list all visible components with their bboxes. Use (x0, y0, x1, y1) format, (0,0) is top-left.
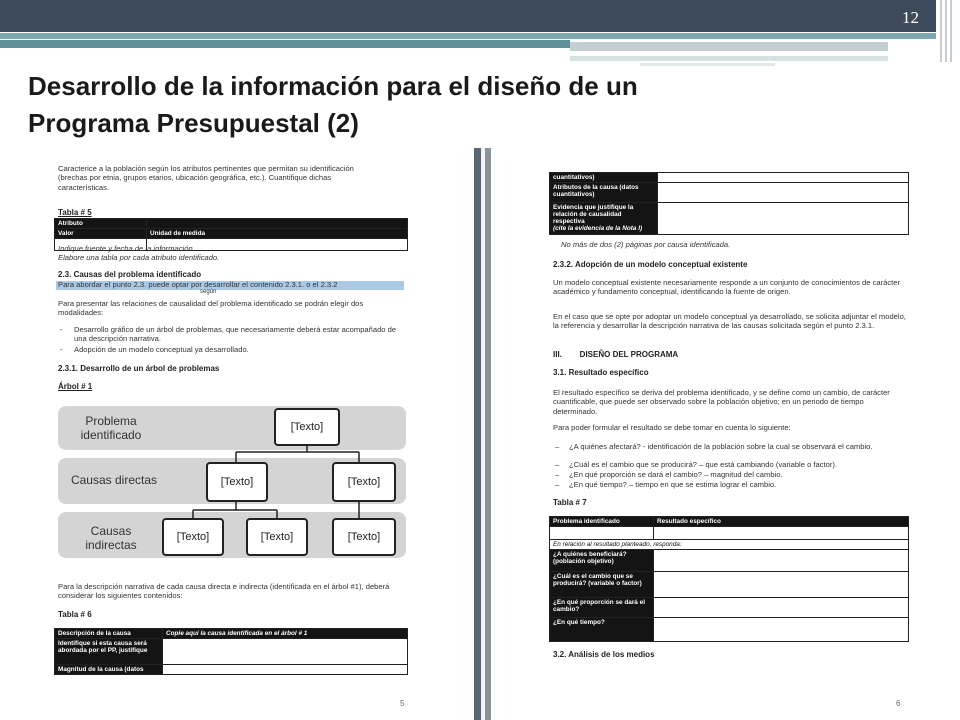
table-cell: Descripción de la causa (55, 629, 163, 639)
decor-line (940, 0, 942, 62)
section-heading: 3.1. Resultado específico (553, 368, 649, 377)
table-cell: Resultado específico (654, 517, 909, 527)
decor-stripe (0, 40, 570, 48)
cell-note: (cite la evidencia de la Nota I) (553, 225, 643, 232)
table-cell: Copie aquí la causa identificada en el árbol # 1 (163, 629, 408, 639)
table-cell (658, 183, 909, 203)
tree-label-direct: Causas directas (70, 473, 158, 487)
paragraph: En el caso que se opte por adoptar un modelo conceptual ya desarrollado, se solicita adjuntar el modelo, la referencia y desarrollar la descripción narrativa de las causas solicitada según el punto 2.3.1. (553, 312, 906, 331)
table-6 (54, 628, 408, 675)
tree-label-problem: Problema identificado (80, 414, 142, 442)
table-cell (654, 527, 909, 540)
table-cell (654, 598, 909, 618)
table-cell: ¿En qué proporción se dará el cambio? (550, 598, 654, 618)
table7-title: Tabla # 7 (553, 498, 587, 507)
title-line-1: Desarrollo de la información para el diseño de un (28, 71, 638, 101)
paragraph: Un modelo conceptual existente necesariamente responde a un conjunto de conocimientos de carácter académico y fundamento conceptual, identificando la fuente de origen. (553, 278, 900, 297)
note: No más de dos (2) páginas por causa identificada. (561, 240, 731, 249)
bullet-dash: - (60, 325, 63, 334)
table-cell (654, 550, 909, 572)
bullet-dash: – (555, 470, 560, 479)
bullet-item: ¿En qué proporción se dará el cambio? – magnitud del cambio. (569, 470, 783, 479)
intro-paragraph: Caracterice a la población según los atributos pertinentes que permitan su identificación (brechas por etnia, grupos etarios, ubicación geográfica, etc.). Cuantifique dichas características. (58, 164, 354, 192)
table-cell (654, 572, 909, 598)
book-spine (474, 148, 491, 720)
paragraph: Para presentar las relaciones de causalidad del problema identificado se podrán elegir dos modalidades: (58, 299, 364, 318)
paragraph: Para la descripción narrativa de cada causa directa e indirecta (identificada en el árbol #1), deberá considerar los siguientes contenidos: (58, 582, 390, 601)
bullet-item: Adopción de un modelo conceptual ya desarrollado. (74, 345, 249, 354)
section-heading: 2.3. Causas del problema identificado (58, 270, 202, 279)
tree-box-indirect-cause: [Texto] (162, 518, 224, 556)
table-cell (658, 203, 909, 235)
decor-stripe (570, 42, 888, 51)
bullet-dash: - (60, 345, 63, 354)
table6-title: Tabla # 6 (58, 610, 92, 619)
decor-line (945, 0, 947, 62)
bullet-dash: – (555, 460, 560, 469)
tree-label-indirect: Causas indirectas (85, 524, 137, 552)
table-cell (163, 639, 408, 665)
paragraph: Para poder formular el resultado se debe tomar en cuenta lo siguiente: (553, 423, 791, 432)
bullet-dash: – (555, 480, 560, 489)
table-cell: ¿En qué tiempo? (550, 618, 654, 642)
table-cell: cuantitativos) (550, 173, 658, 183)
table-cell: ¿A quiénes beneficiará? (población objetivo) (550, 550, 654, 572)
decor-stripe (640, 63, 775, 66)
decor-stripe (0, 33, 936, 39)
table-cell (550, 203, 658, 235)
decor-stripe (570, 56, 888, 61)
table-cell: Magnitud de la causa (datos (55, 665, 163, 675)
tree-box-indirect-cause: [Texto] (246, 518, 308, 556)
page-number: 5 (400, 699, 405, 708)
table-7 (549, 516, 909, 642)
tree-box-problem: [Texto] (274, 408, 340, 446)
document-page-left (50, 148, 474, 720)
table5-title: Tabla # 5 (58, 208, 92, 217)
table-cell: Valor (55, 229, 147, 239)
bullet-item: ¿Cuál es el cambio que se producirá? – que está cambiando (variable o factor). (569, 460, 838, 469)
figure-label: Árbol # 1 (58, 382, 93, 391)
tree-box-direct-cause: [Texto] (206, 462, 268, 502)
table-cell (654, 618, 909, 642)
section-heading: III. DISEÑO DEL PROGRAMA (553, 350, 679, 359)
table-cell: Atributo (55, 219, 147, 229)
bullet-dash: – (555, 442, 560, 451)
slide-title (28, 68, 908, 142)
decor-line (950, 0, 952, 62)
table5-note: Indique fuente y fecha de la información (58, 244, 193, 253)
table-cell: ¿Cuál es el cambio que se producirá? (variable o factor) (550, 572, 654, 598)
page-number: 6 (896, 699, 901, 708)
slide-number: 12 (902, 8, 919, 27)
table-cell (658, 173, 909, 183)
causes-table-continued (549, 172, 909, 235)
bullet-item: ¿En qué tiempo? – tiempo en que se estima lograr el cambio. (569, 480, 777, 489)
table-cell: En relación al resultado planteado, responda: (550, 540, 909, 550)
slide-header-bar (0, 0, 936, 32)
section-heading: 2.3.2. Adopción de un modelo conceptual existente (553, 260, 748, 269)
cell-text: Evidencia que justifique la relación de causalidad respectiva (553, 204, 634, 225)
table-cell (163, 665, 408, 675)
table5-note: Elabore una tabla por cada atributo identificado. (58, 253, 220, 262)
table-cell (550, 527, 654, 540)
table-cell: Atributos de la causa (datos cuantitativos) (550, 183, 658, 203)
table-cell: Identifique si esta causa será abordada por el PP, justifique (55, 639, 163, 665)
highlighted-text: según (200, 289, 217, 295)
title-line-2: Programa Presupuestal (2) (28, 108, 359, 138)
bullet-item: ¿A quiénes afectará? - identificación de la población sobre la cual se observará el cambio. (569, 442, 873, 451)
table-cell: Unidad de medida (147, 229, 408, 239)
document-page-right (491, 148, 936, 720)
tree-box-direct-cause: [Texto] (332, 462, 396, 502)
section-heading: 3.2. Análisis de los medios (553, 650, 655, 659)
paragraph: El resultado específico se deriva del problema identificado, y se define como un cambio, de carácter cuantificable, que puede ser observado sobre la población objetivo; en un periodo de tiempo determinado. (553, 388, 890, 416)
highlighted-text: Para abordar el punto 2.3. puede optar por desarrollar el contenido 2.3.1. o el 2.3.2 (58, 280, 338, 289)
bullet-item: Desarrollo gráfico de un árbol de problemas, que necesariamente deberá estar acompañado de una descripción narrativa. (74, 325, 397, 344)
tree-box-indirect-cause: [Texto] (332, 518, 396, 556)
table-cell: Problema identificado (550, 517, 654, 527)
section-heading: 2.3.1. Desarrollo de un árbol de problemas (58, 364, 220, 373)
